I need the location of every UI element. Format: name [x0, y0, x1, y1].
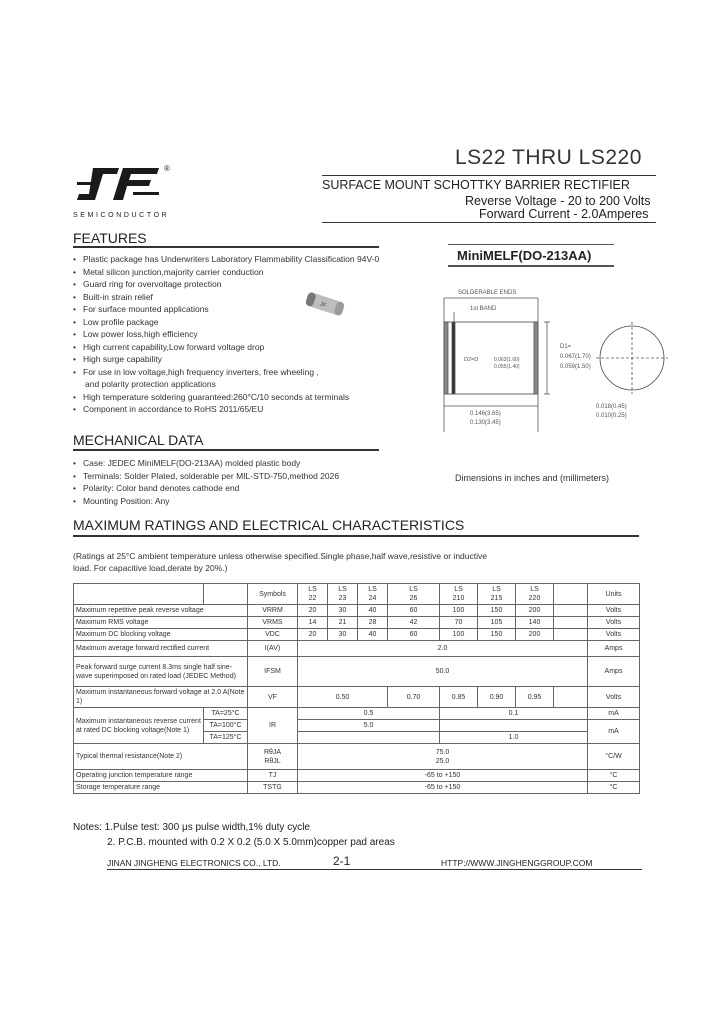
table-row: Peak forward surge current 8.3ms single half sine-wave superimposed on rated load (JEDEC Method) IFSM 50.0 Amps: [74, 657, 640, 687]
table-row: Maximum repetitive peak reverse voltage VRRM 20 30 40 60 100 150 200 Volts: [74, 605, 640, 617]
ratings-rule: [73, 535, 639, 537]
list-item: • Polarity: Color band denotes cathode end: [73, 482, 339, 495]
table-row: TA=125°C 1.0: [74, 732, 640, 744]
header-part: LS 24: [358, 584, 388, 605]
document-subtitle: SURFACE MOUNT SCHOTTKY BARRIER RECTIFIER: [322, 178, 630, 192]
ratings-heading: MAXIMUM RATINGS AND ELECTRICAL CHARACTERISTICS: [73, 517, 465, 533]
header-part: LS 220: [516, 584, 554, 605]
header-part: LS 23: [328, 584, 358, 605]
package-outline-drawing: [428, 282, 668, 462]
end-band-min: 0.010(0.25): [596, 413, 627, 419]
registered-mark: ®: [164, 164, 170, 173]
part-marking: JF: [318, 301, 327, 310]
table-row: Maximum instantaneous forward voltage at 2.0 A(Note 1) VF 0.50 0.70 0.85 0.90 0.95 Volts: [74, 687, 640, 708]
footer-page: 2-1: [333, 854, 351, 868]
features-rule: [73, 246, 379, 248]
length-min: 0.130(3.45): [470, 420, 501, 426]
list-item: • Low power loss,high efficiency: [73, 328, 379, 341]
table-row: Maximum average forward rectified current I(AV) 2.0 Amps: [74, 641, 640, 657]
mechanical-heading: MECHANICAL DATA: [73, 432, 204, 448]
voltage-range: Reverse Voltage - 20 to 200 Volts: [465, 194, 651, 208]
ratings-note: [73, 550, 563, 574]
package-name: MiniMELF(DO-213AA): [457, 248, 592, 263]
header-rule: [322, 222, 656, 223]
list-item: • Mounting Position: Any: [73, 495, 339, 508]
list-item: • High temperature soldering guaranteed:260°C/10 seconds at terminals: [73, 391, 379, 404]
list-item: and polarity protection applications: [85, 379, 216, 389]
company-logo: [73, 166, 163, 206]
component-image: [300, 288, 350, 320]
header-part: LS 22: [298, 584, 328, 605]
table-row: Maximum DC blocking voltage VDC 20 30 40 60 100 150 200 Volts: [74, 629, 640, 641]
list-item: • Plastic package has Underwriters Laboratory Flammability Classification 94V-0: [73, 253, 379, 266]
list-item: • High surge capability: [73, 353, 379, 366]
mechanical-list: [73, 457, 339, 507]
list-item: • Built-in strain relief: [73, 291, 379, 304]
table-header-row: [74, 584, 640, 605]
ratings-note-line1: (Ratings at 25°C ambient temperature unless otherwise specified.Single phase,half wave,resistive or inductive: [73, 551, 487, 561]
current-rating: Forward Current - 2.0Amperes: [479, 207, 649, 221]
footer-company: JINAN JINGHENG ELECTRONICS CO., LTD.: [107, 858, 281, 868]
header-units: Units: [588, 584, 640, 605]
list-item: • Case: JEDEC MiniMELF(DO-213AA) molded plastic body: [73, 457, 339, 470]
diameter-d1-label: D1=: [560, 344, 572, 350]
document-title: LS22 THRU LS220: [455, 146, 642, 169]
list-item: • For use in low voltage,high frequency inverters, free wheeling ,: [73, 366, 379, 379]
header-symbol: Symbols: [248, 584, 298, 605]
list-item: • Terminals: Solder Plated, solderable per MIL-STD-750,method 2026: [73, 470, 339, 483]
mechanical-rule: [73, 449, 379, 451]
first-band-label: 1st BAND: [470, 306, 497, 312]
table-row: Operating junction temperature range TJ -65 to +150 °C: [74, 770, 640, 782]
note-2: 2. P.C.B. mounted with 0.2 X 0.2 (5.0 X 5.0mm)copper pad areas: [107, 837, 395, 848]
table-row: Typical thermal resistance(Note 2) RθJA RθJL 75.0 25.0 °C/W: [74, 744, 640, 770]
diameter-d2-value: 0.063(1.60): [494, 357, 520, 363]
table-row: TA=100°C 5.0 mA: [74, 720, 640, 732]
length-max: 0.146(3.65): [470, 411, 501, 417]
diameter-d1-min: 0.059(1.50): [560, 364, 591, 370]
diameter-d2-label: D2=D: [464, 357, 479, 363]
solderable-ends-label: SOLDERABLE ENDS: [458, 290, 517, 296]
list-item: • Low profile package: [73, 316, 379, 329]
table-row: Maximum instantaneous reverse current at rated DC blocking voltage(Note 1) TA=25°C IR 0.5 0.1 mA: [74, 708, 640, 720]
list-item: • Guard ring for overvoltage protection: [73, 278, 379, 291]
header-part: LS 210: [440, 584, 478, 605]
features-list: [73, 253, 379, 416]
note-1: Notes: 1.Pulse test: 300 μs pulse width,1% duty cycle: [73, 822, 310, 833]
header-part: LS 215: [478, 584, 516, 605]
table-row: Maximum RMS voltage VRMS 14 21 28 42 70 105 140 Volts: [74, 617, 640, 629]
logo-text: SEMICONDUCTOR: [73, 212, 170, 219]
table-row: Storage temperature range TSTG -65 to +150 °C: [74, 782, 640, 794]
end-band-max: 0.018(0.45): [596, 404, 627, 410]
features-heading: FEATURES: [73, 230, 147, 246]
ratings-note-line2: load. For capacitive load,derate by 20%.): [73, 563, 228, 573]
diameter-d2-value-min: 0.055(1.40): [494, 364, 520, 370]
header-part: LS 26: [388, 584, 440, 605]
footer-rule: [107, 869, 642, 870]
list-item: • Component in accordance to RoHS 2011/65/EU: [73, 403, 379, 416]
list-item: • High current capability,Low forward voltage drop: [73, 341, 379, 354]
title-rule: [322, 175, 656, 176]
footer-url: HTTP://WWW.JINGHENGGROUP.COM: [441, 858, 593, 868]
diameter-d1-max: 0.067(1.70): [560, 354, 591, 360]
list-item: • For surface mounted applications: [73, 303, 379, 316]
ratings-table: [73, 583, 640, 794]
dimension-note: Dimensions in inches and (millimeters): [455, 473, 610, 483]
list-item: • Metal silicon junction,majority carrier conduction: [73, 266, 379, 279]
